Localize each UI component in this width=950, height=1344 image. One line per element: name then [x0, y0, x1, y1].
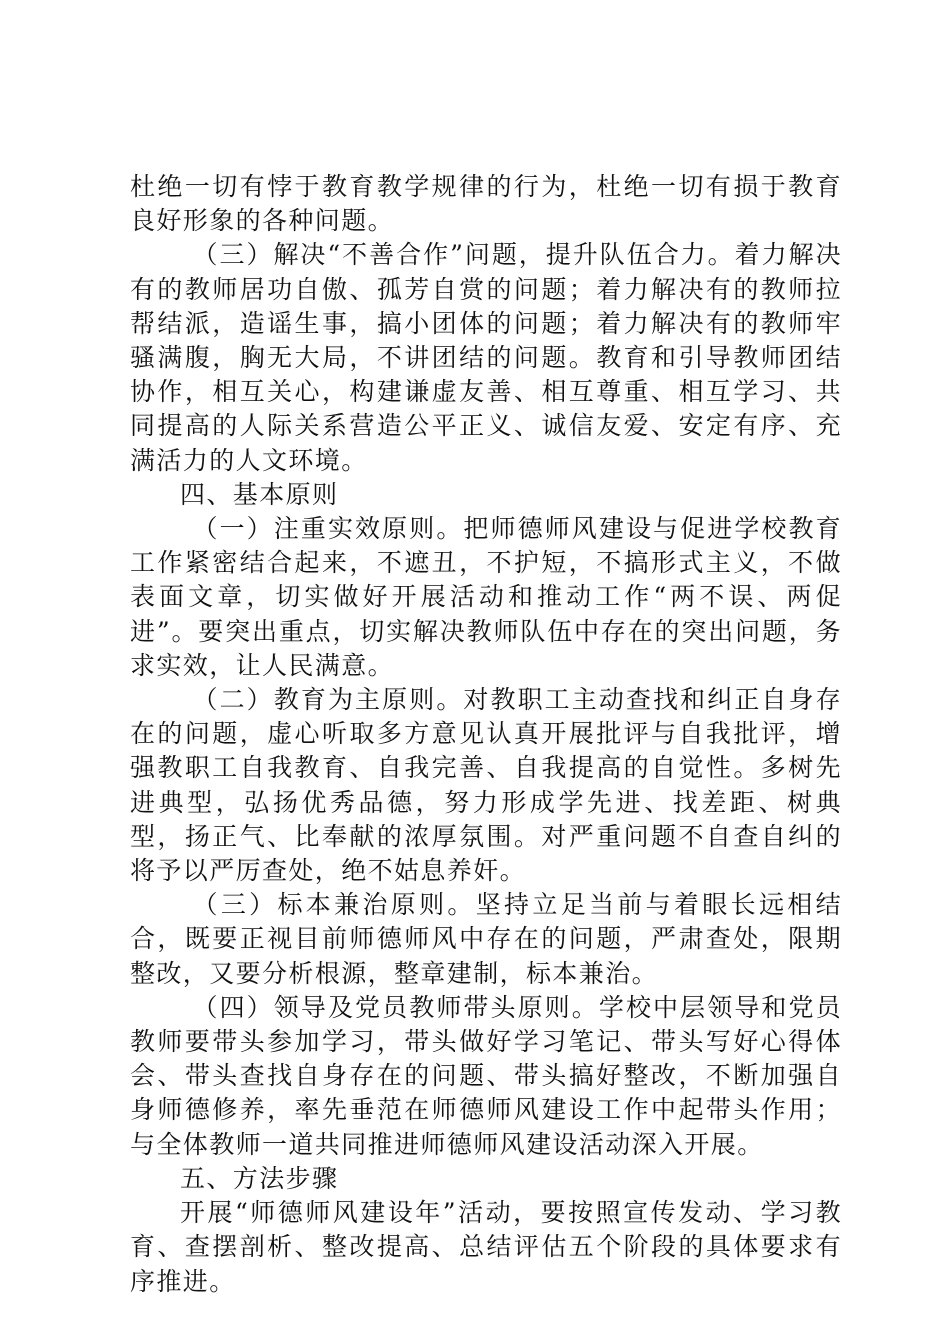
paragraph-principle-education: （二）教育为主原则。对教职工主动查找和纠正自身存在的问题，虚心听取多方意见认真开展批评与自我批评，增强教职工自我教育、自我完善、自我提高的自觉性。多树先进典型，弘扬优秀品德，努力形成学先进、找差距、树典型，扬正气、比奉献的浓厚氛围。对严重问题不自查自纠的将予以严厉查处，绝不姑息养奸。: [130, 685, 842, 886]
paragraph-continuation: 杜绝一切有悖于教育教学规律的行为，杜绝一切有损于教育良好形象的各种问题。: [130, 172, 842, 236]
paragraph-principle-effectiveness: （一）注重实效原则。把师德师风建设与促进学校教育工作紧密结合起来，不遮丑，不护短，不搞形式主义，不做表面文章，切实做好开展活动和推动工作“两不误、两促进”。要突出重点，切实解决教师队伍中存在的突出问题，务求实效，让人民满意。: [130, 514, 842, 680]
paragraph-principle-leadership: （四）领导及党员教师带头原则。学校中层领导和党员教师要带头参加学习，带头做好学习笔记、带头写好心得体会、带头查找自身存在的问题、带头搞好整改，不断加强自身师德修养，率先垂范在师德师风建设工作中起带头作用；与全体教师一道共同推进师德师风建设活动深入开展。: [130, 992, 842, 1159]
document-body: [130, 170, 842, 1299]
paragraph-item-three-cooperation: （三）解决“不善合作”问题，提升队伍合力。着力解决有的教师居功自傲、孤芳自赏的问题；着力解决有的教师拉帮结派，造谣生事，搞小团体的问题；着力解决有的教师牢骚满腹，胸无大局，不讲团结的问题。教育和引导教师团结协作，相互关心，构建谦虚友善、相互尊重、相互学习、共同提高的人际关系营造公平正义、诚信友爱、安定有序、充满活力的人文环境。: [130, 240, 842, 475]
paragraph-principle-root-cause: （三）标本兼治原则。坚持立足当前与着眼长远相结合，既要正视目前师德师风中存在的问题，严肃查处，限期整改，又要分析根源，整章建制，标本兼治。: [130, 890, 842, 988]
section-heading-basic-principles: 四、基本原则: [180, 479, 339, 509]
section-heading-method-steps: 五、方法步骤: [180, 1163, 339, 1193]
paragraph-method-intro: 开展“师德师风建设年”活动，要按照宣传发动、学习教育、查摆剖析、整改提高、总结评估五个阶段的具体要求有序推进。: [130, 1198, 842, 1296]
